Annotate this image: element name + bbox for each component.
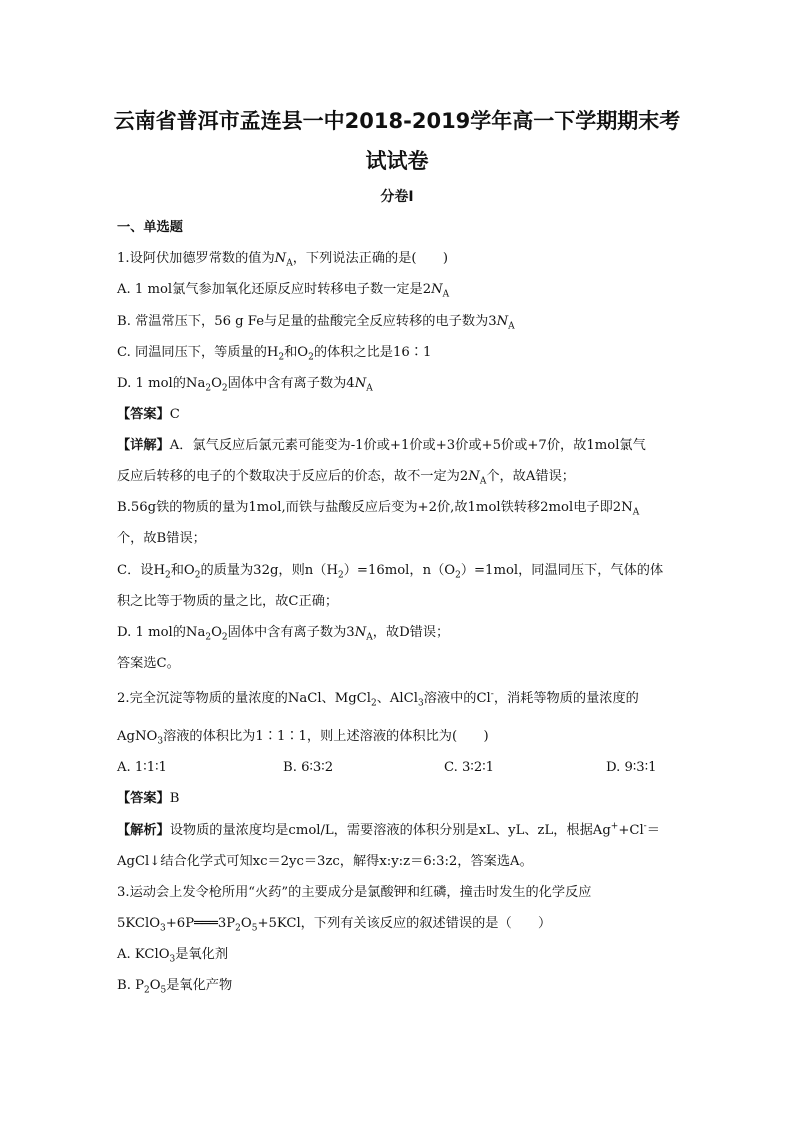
question-2-option-d: D. 9∶3∶1 <box>606 760 657 775</box>
question-2-explanation-line: 【解析】设物质的量浓度均是cmol/L，需要溶液的体积分别是xL、yL、zL，根据Ag++Cl-＝ <box>117 821 660 838</box>
question-1-explanation-line: C．设$H_2$和$O_2$的质量为32g，则$n(H_2)=16mol$，$n(O_2)=1mol$，同温同压下，气体的体 <box>117 563 664 581</box>
part-heading: 分卷I <box>380 189 414 205</box>
question-2-answer: 【答案】B <box>117 791 180 806</box>
question-1-explanation-line: D. 1 mol的$Na_2O_2$固体中含有离子数为$3N_A$，故D错误； <box>117 625 450 643</box>
question-2-stem: 2.完全沉淀等物质的量浓度的NaCl、MgCl$_2$、AlCl$_3$溶液中的Cl-，消耗等物质的量浓度的 <box>117 689 639 709</box>
question-1-explanation-line: 【详解】A．氯气反应后氯元素可能变为-1价或+1价或+3价或+5价或+7价，故1mol氯气 <box>117 438 646 453</box>
question-1-conclusion: 答案选C。 <box>117 656 180 671</box>
page-title-continued: 试试卷 <box>365 149 429 173</box>
question-2-stem-continued: AgNO$_3$溶液的体积比为1∶1∶1，则上述溶液的体积比为( ) <box>117 729 489 747</box>
question-2-explanation-line: AgCl↓结合化学式可知xc＝2yc＝3zc，解得x:y:z＝6:3:2，答案选A。 <box>117 854 533 869</box>
section-heading: 一、单选题 <box>117 220 183 235</box>
question-1-option-d: D. 1 mol的$Na_2O_2$固体中含有离子数为$4N_A$ <box>117 376 373 394</box>
question-1-explanation-line: 积之比等于物质的量之比，故C正确； <box>117 594 339 609</box>
question-2-option-a: A. 1∶1∶1 <box>117 760 167 775</box>
question-2-option-b: B. 6∶3∶2 <box>283 760 334 775</box>
question-1-option-a: A. 1 mol氯气参加氧化还原反应时转移电子数一定是$2N_A$ <box>117 282 450 300</box>
question-3-option-b: B. $P_2O_5$是氧化产物 <box>117 978 233 996</box>
question-3-option-a: A. KClO$_3$是氧化剂 <box>117 947 229 965</box>
question-1-explanation-line: 个，故B错误； <box>117 531 206 546</box>
question-1-explanation-line: 反应后转移的电子的个数取决于反应后的价态，故不一定为$2N_A$个，故A错误； <box>117 469 575 487</box>
question-1-option-c: C. 同温同压下，等质量的$H_2$和$O_2$的体积之比是16∶1 <box>117 345 432 363</box>
question-2-option-c: C. 3∶2∶1 <box>444 760 495 775</box>
question-1-explanation-line: B.56g铁的物质的量为1mol,而铁与盐酸反应后变为+2价,故1mol铁转移2mol电子即$2N_A$ <box>117 500 640 518</box>
question-1-option-b: B. 常温常压下，56 g Fe与足量的盐酸完全反应转移的电子数为$3N_A$ <box>117 314 515 332</box>
question-1-stem: 1.设阿伏加德罗常数的值为$N_A$，下列说法正确的是( ) <box>117 251 449 269</box>
question-3-stem: 3.运动会上发令枪所用“火药”的主要成分是氯酸钾和红磷，撞击时发生的化学反应 <box>117 885 592 900</box>
question-1-answer: 【答案】C <box>117 407 180 422</box>
question-3-equation-line: $5KClO_3+6P═══3P_2O_5+5KCl$，下列有关该反应的叙述错误的是（ ） <box>117 916 552 934</box>
page-title: 云南省普洱市孟连县一中2018-2019学年高一下学期期末考 <box>113 109 681 133</box>
